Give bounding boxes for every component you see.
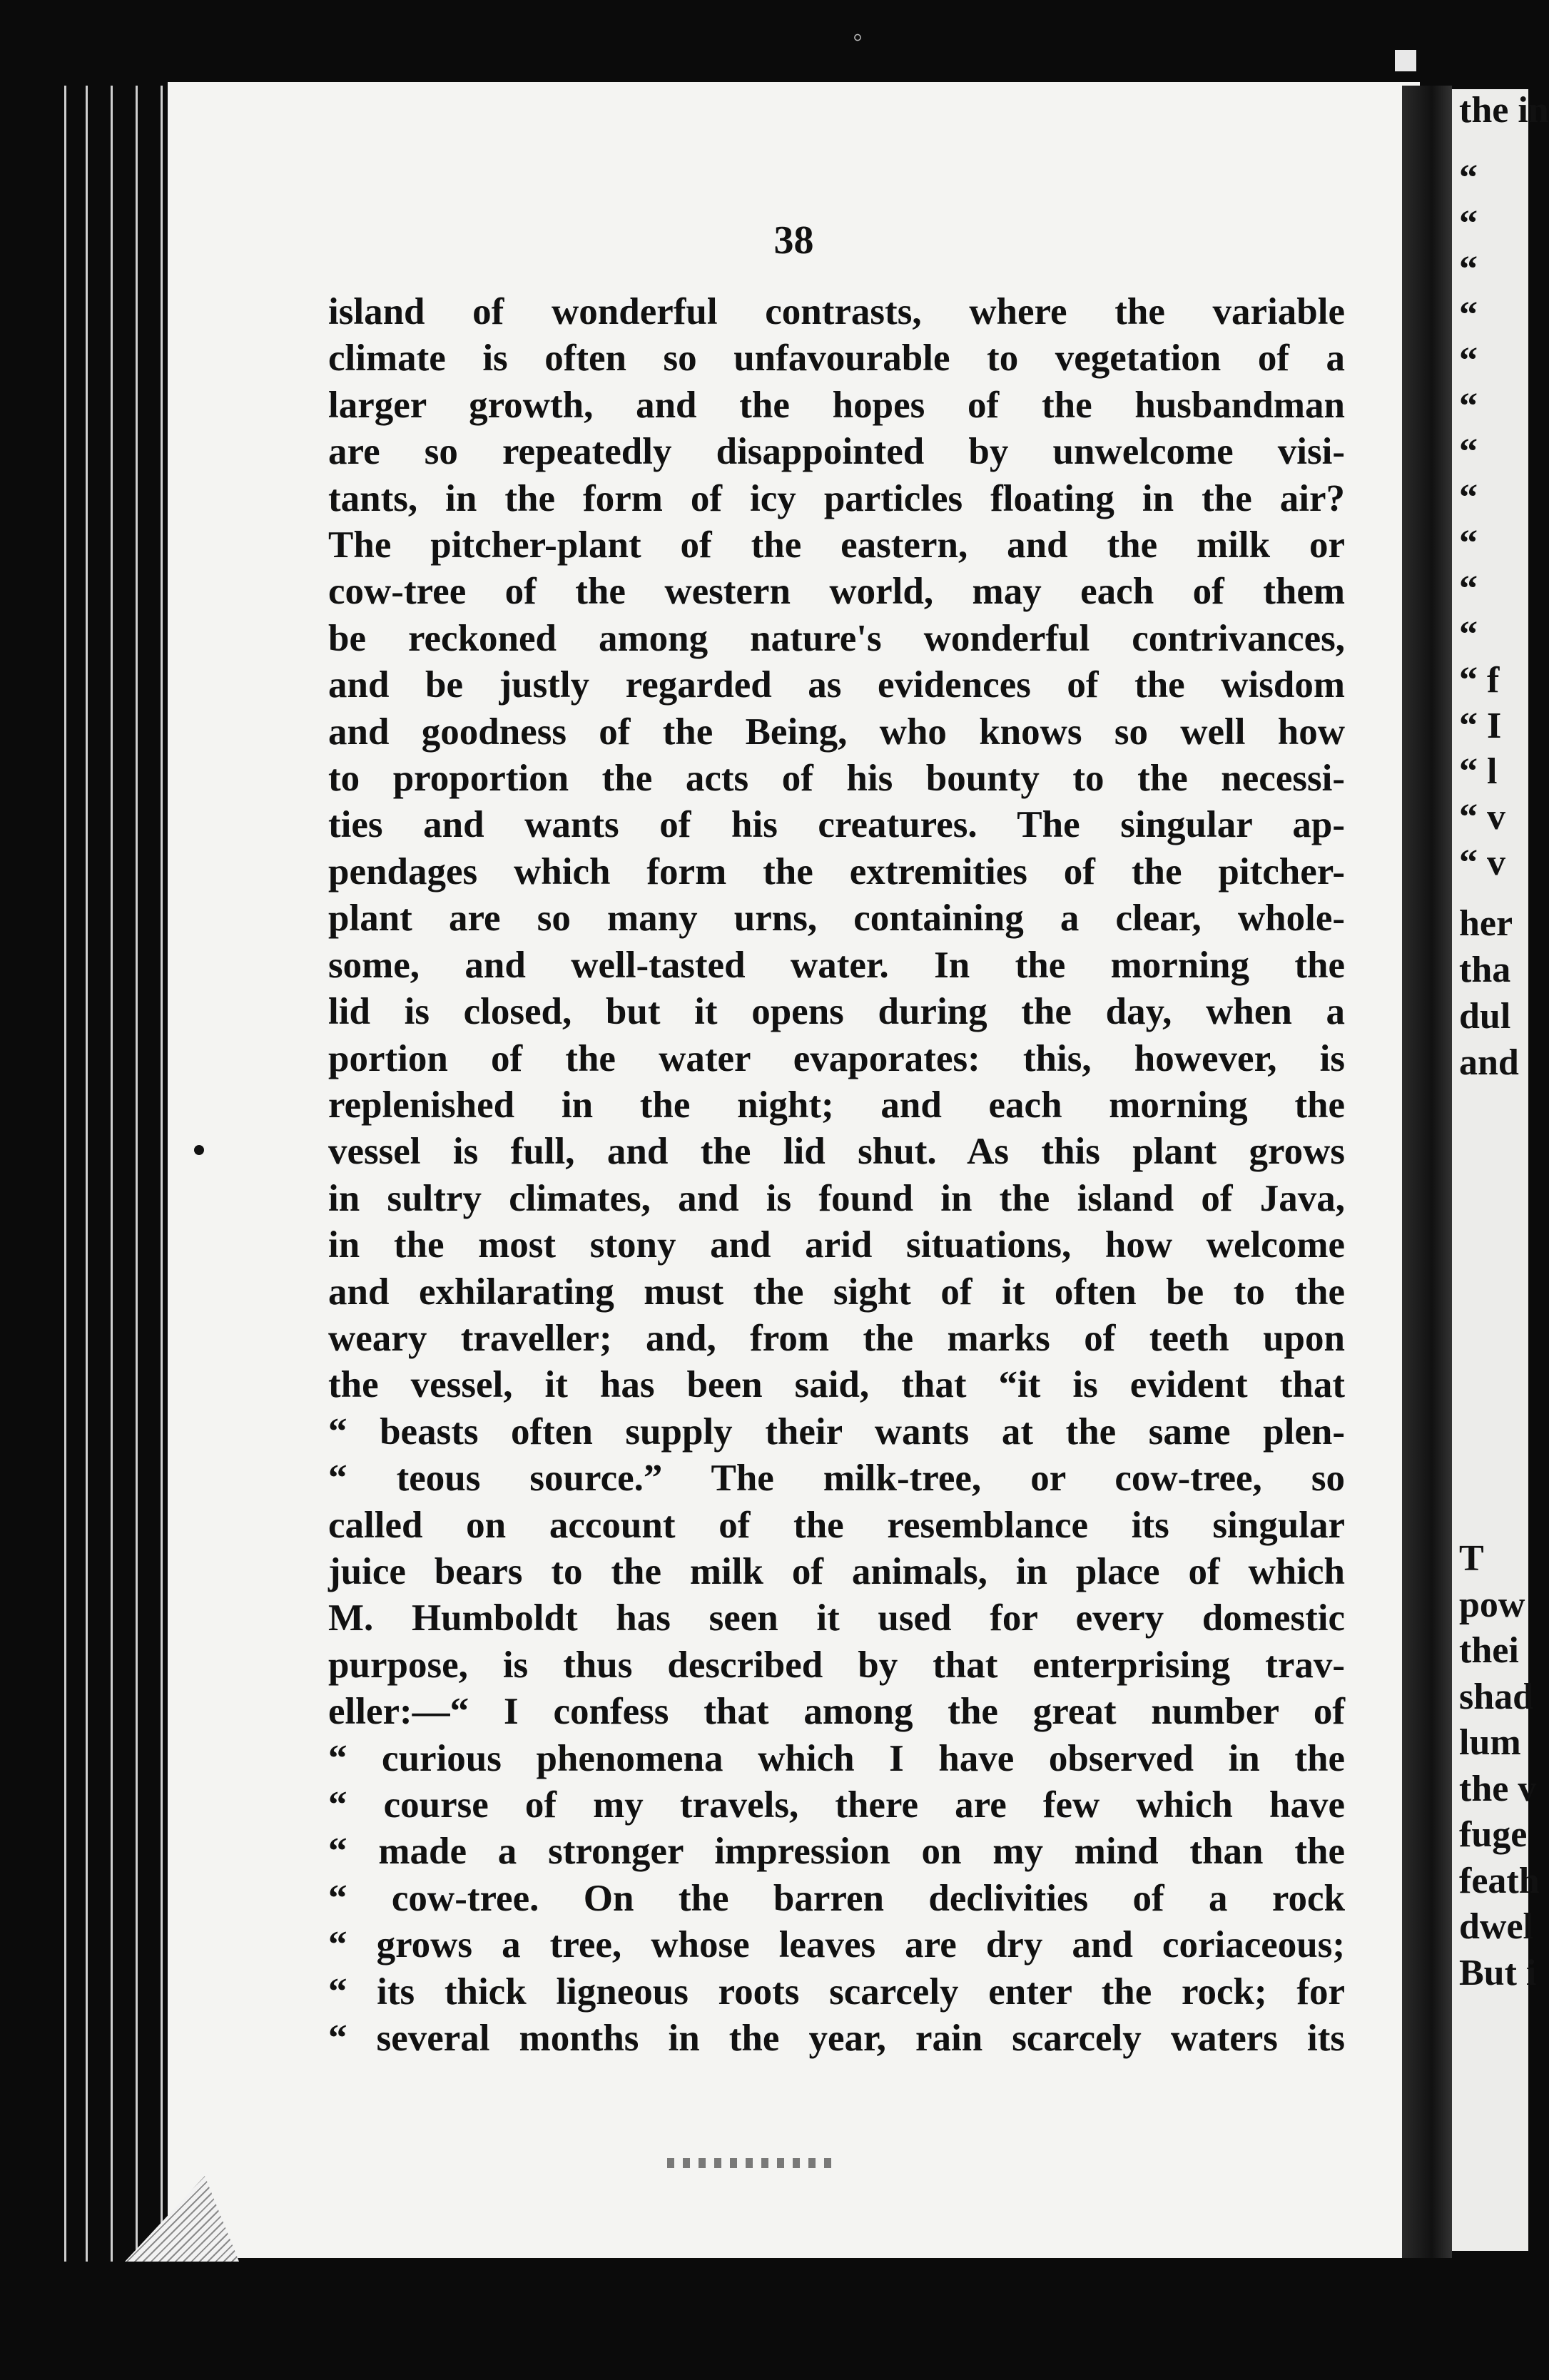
- text-line: climate is often so unfavourable to vegetation of a: [328, 337, 1345, 380]
- text-line: “ beasts often supply their wants at the same plen-: [328, 1410, 1345, 1453]
- body-text: [328, 289, 1345, 2062]
- text-line: “ cow-tree. On the barren declivities of a rock: [328, 1877, 1345, 1919]
- text-line: “ grows a tree, whose leaves are dry and coriaceous;: [328, 1924, 1345, 1966]
- text-line: “ course of my travels, there are few which have: [328, 1784, 1345, 1826]
- right-page-fragment: “: [1459, 569, 1478, 609]
- right-page-fragment: “: [1459, 614, 1478, 655]
- text-line: in sultry climates, and is found in the island of Java,: [328, 1177, 1345, 1219]
- right-page-fragment: But i: [1459, 1952, 1537, 1993]
- text-line: replenished in the night; and each morning the: [328, 1084, 1345, 1126]
- page-edge: [111, 86, 113, 2262]
- text-line: ties and wants of his creatures. The singular ap-: [328, 804, 1345, 846]
- text-line: “ made a stronger impression on my mind than the: [328, 1831, 1345, 1873]
- footer-mark: [667, 2158, 838, 2168]
- text-line: eller:—“ I confess that among the great number of: [328, 1691, 1345, 1733]
- right-page-fragment: fuge: [1459, 1814, 1528, 1855]
- text-line: called on account of the resemblance its singular: [328, 1504, 1345, 1546]
- right-page-fragment: dwel: [1459, 1906, 1533, 1947]
- right-page-fragment: feath: [1459, 1860, 1540, 1901]
- text-line: vessel is full, and the lid shut. As this plant grows: [328, 1131, 1345, 1173]
- right-page-fragment: “ v: [1459, 797, 1505, 838]
- right-page-fragment: “: [1459, 523, 1478, 564]
- right-page-fragment: pow: [1459, 1584, 1525, 1625]
- page-edge: [136, 86, 138, 2262]
- right-page-fragment: “: [1459, 203, 1478, 244]
- right-page-fragment: “ f: [1459, 660, 1500, 701]
- scan-speck: ◦: [853, 21, 863, 53]
- page-number: 38: [773, 218, 814, 263]
- right-page-fragment: her: [1459, 903, 1513, 944]
- right-page-fragment: T: [1459, 1538, 1484, 1579]
- text-line: portion of the water evaporates: this, however, is: [328, 1037, 1345, 1079]
- text-line: larger growth, and the hopes of the husbandman: [328, 384, 1345, 426]
- right-page-fragment: “ I: [1459, 706, 1502, 746]
- page-edge-stack: [43, 86, 171, 2262]
- text-line: and be justly regarded as evidences of the wisdom: [328, 664, 1345, 706]
- right-page-fragment: “ l: [1459, 751, 1498, 792]
- text-line: and exhilarating must the sight of it often be to the: [328, 1271, 1345, 1313]
- text-line: island of wonderful contrasts, where the variable: [328, 291, 1345, 332]
- right-page-fragment: “: [1459, 432, 1478, 472]
- text-line: “ teous source.” The milk-tree, or cow-tree, so: [328, 1458, 1345, 1500]
- text-line: lid is closed, but it opens during the day, when a: [328, 991, 1345, 1033]
- text-line: to proportion the acts of his bounty to the necessi-: [328, 758, 1345, 800]
- text-line: “ its thick ligneous roots scarcely enter the rock; for: [328, 1970, 1345, 2013]
- text-line: cow-tree of the western world, may each of them: [328, 571, 1345, 613]
- text-line: M. Humboldt has seen it used for every domestic: [328, 1597, 1345, 1639]
- right-page-fragment: shad: [1459, 1676, 1534, 1717]
- book-gutter: [1402, 86, 1452, 2258]
- right-page-fragment: “: [1459, 477, 1478, 518]
- right-page-fragment: the v: [1459, 1768, 1537, 1809]
- right-page: [1452, 89, 1549, 2251]
- right-page-fragment: the in: [1459, 90, 1549, 131]
- text-line: pendages which form the extremities of the pitcher-: [328, 850, 1345, 892]
- text-line: The pitcher-plant of the eastern, and the milk or: [328, 524, 1345, 566]
- text-line: “ several months in the year, rain scarcely waters its: [328, 2018, 1345, 2060]
- text-line: weary traveller; and, from the marks of teeth upon: [328, 1317, 1345, 1359]
- scan-artifact: [1395, 50, 1416, 71]
- page-edge: [86, 86, 88, 2262]
- text-line: and goodness of the Being, who knows so well how: [328, 711, 1345, 753]
- text-line: in the most stony and arid situations, how welcome: [328, 1224, 1345, 1266]
- right-page-fragment: tha: [1459, 950, 1511, 990]
- text-line: plant are so many urns, containing a clear, whole-: [328, 897, 1345, 940]
- text-line: be reckoned among nature's wonderful contrivances,: [328, 617, 1345, 659]
- right-page-fragment: “ v: [1459, 843, 1505, 883]
- page-edge: [64, 86, 66, 2262]
- text-line: tants, in the form of icy particles floating in the air?: [328, 477, 1345, 519]
- page-edge: [161, 86, 163, 2262]
- text-line: some, and well-tasted water. In the morning the: [328, 944, 1345, 986]
- right-page-fragment: “: [1459, 158, 1478, 198]
- text-line: “ curious phenomena which I have observed in the: [328, 1737, 1345, 1779]
- right-page-fragment: and: [1459, 1042, 1519, 1083]
- margin-dot: [194, 1145, 204, 1155]
- right-page-fragment: “: [1459, 295, 1478, 335]
- text-line: the vessel, it has been said, that “it is evident that: [328, 1364, 1345, 1406]
- right-page-fragment: “: [1459, 340, 1478, 381]
- text-line: purpose, is thus described by that enterprising trav-: [328, 1644, 1345, 1686]
- text-line: are so repeatedly disappointed by unwelcome visi-: [328, 431, 1345, 473]
- left-page: [168, 82, 1420, 2258]
- text-line: juice bears to the milk of animals, in place of which: [328, 1550, 1345, 1592]
- right-page-fragment: lum: [1459, 1722, 1521, 1763]
- right-page-fragment: “: [1459, 386, 1478, 427]
- right-page-fragment: thei: [1459, 1630, 1519, 1671]
- right-page-fragment: dul: [1459, 996, 1511, 1037]
- right-page-fragment: “: [1459, 249, 1478, 290]
